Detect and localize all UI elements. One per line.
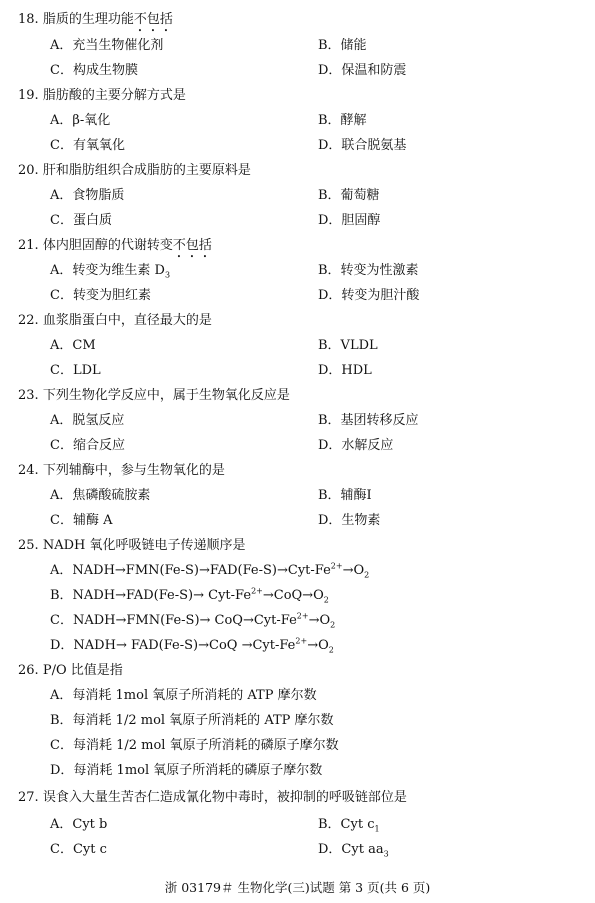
option-27a: A．Cyt b bbox=[50, 817, 108, 832]
option-20c: C．蛋白质 bbox=[50, 213, 112, 228]
emphasis-text: 不包括 bbox=[133, 12, 173, 27]
option-27d: D．Cyt $aa_3$ bbox=[318, 842, 389, 859]
option-20b: B．葡萄糖 bbox=[318, 188, 380, 203]
question-27: 27. 误食入大量生苦杏仁造成氰化物中毒时，被抑制的呼吸链部位是 bbox=[18, 790, 407, 805]
option-18c: C．构成生物膜 bbox=[50, 63, 138, 78]
option-25a: A．$NADH\to FMN(Fe-S)\to FAD(Fe-S)\to Cyt-Fe^{2+}\to O_2$ bbox=[50, 561, 370, 580]
page-footer: 浙 03179＃ 生物化学(三)试题 第 3 页(共 6 页) bbox=[164, 880, 431, 895]
option-21a: A．转变为维生素 $D_3$ bbox=[50, 263, 171, 280]
option-21d: D．转变为胆汁酸 bbox=[318, 288, 420, 303]
option-23b: B．基团转移反应 bbox=[318, 413, 419, 428]
question-24: 24. 下列辅酶中，参与生物氧化的是 bbox=[18, 463, 225, 478]
question-18: 18. 脂质的生理功能不包括 bbox=[18, 12, 173, 27]
question-25: 25. NADH 氧化呼吸链电子传递顺序是 bbox=[18, 538, 246, 553]
option-22a: A．CM bbox=[50, 338, 96, 353]
option-18a: A．充当生物催化剂 bbox=[50, 38, 164, 53]
option-19b: B．酵解 bbox=[318, 113, 367, 128]
option-22c: C．LDL bbox=[50, 363, 101, 378]
option-24c: C．辅酶 A bbox=[50, 513, 113, 528]
question-19: 19. 脂肪酸的主要分解方式是 bbox=[18, 88, 186, 103]
option-22d: D．HDL bbox=[318, 363, 372, 378]
question-26: 26. P/O 比值是指 bbox=[18, 663, 123, 678]
option-23c: C．缩合反应 bbox=[50, 438, 125, 453]
option-24b: B．辅酶Ⅰ bbox=[318, 488, 372, 503]
option-25c: C．NADH→FMN(Fe-S)→ $CoQ\to Cyt-Fe^{2+}\to O_2$ bbox=[50, 611, 336, 630]
question-23: 23. 下列生物化学反应中，属于生物氧化反应是 bbox=[18, 388, 290, 403]
option-26d: D．每消耗 1mol 氧原子所消耗的磷原子摩尔数 bbox=[50, 763, 323, 778]
emphasis-text: 不包括 bbox=[172, 238, 212, 253]
option-19c: C．有氧氧化 bbox=[50, 138, 125, 153]
option-19d: D．联合脱氨基 bbox=[318, 138, 407, 153]
question-22: 22. 血浆脂蛋白中，直径最大的是 bbox=[18, 313, 212, 328]
question-21: 21. 体内胆固醇的代谢转变不包括 bbox=[18, 238, 212, 253]
option-20d: D．胆固醇 bbox=[318, 213, 381, 228]
option-26b: B．每消耗 1/2 mol 氧原子所消耗的 ATP 摩尔数 bbox=[50, 713, 334, 728]
option-24d: D．生物素 bbox=[318, 513, 381, 528]
option-21c: C．转变为胆红素 bbox=[50, 288, 151, 303]
option-23d: D．水解反应 bbox=[318, 438, 394, 453]
option-20a: A．食物脂质 bbox=[50, 188, 125, 203]
option-26c: C．每消耗 1/2 mol 氧原子所消耗的磷原子摩尔数 bbox=[50, 738, 339, 753]
option-21b: B．转变为性激素 bbox=[318, 263, 419, 278]
option-22b: B．VLDL bbox=[318, 338, 378, 353]
option-25b: B．NADH→FAD(Fe-S)→ Cyt-$Fe^{2+}\to CoQ\to O_2$ bbox=[50, 586, 329, 605]
option-18d: D．保温和防震 bbox=[318, 63, 407, 78]
option-23a: A．脱氢反应 bbox=[50, 413, 125, 428]
option-27b: B．Cyt $c_1$ bbox=[318, 817, 380, 834]
option-19a: A．β-氧化 bbox=[50, 113, 111, 128]
option-25d: D．NADH→ $FAD(Fe-S)\to CoQ \to Cyt-Fe^{2+}\to O_2$ bbox=[50, 636, 334, 655]
option-24a: A．焦磷酸硫胺素 bbox=[50, 488, 151, 503]
option-18b: B．储能 bbox=[318, 38, 367, 53]
option-26a: A．每消耗 1mol 氧原子所消耗的 ATP 摩尔数 bbox=[50, 688, 317, 703]
option-27c: C．Cyt c bbox=[50, 842, 107, 857]
question-20: 20. 肝和脂肪组织合成脂肪的主要原料是 bbox=[18, 163, 251, 178]
